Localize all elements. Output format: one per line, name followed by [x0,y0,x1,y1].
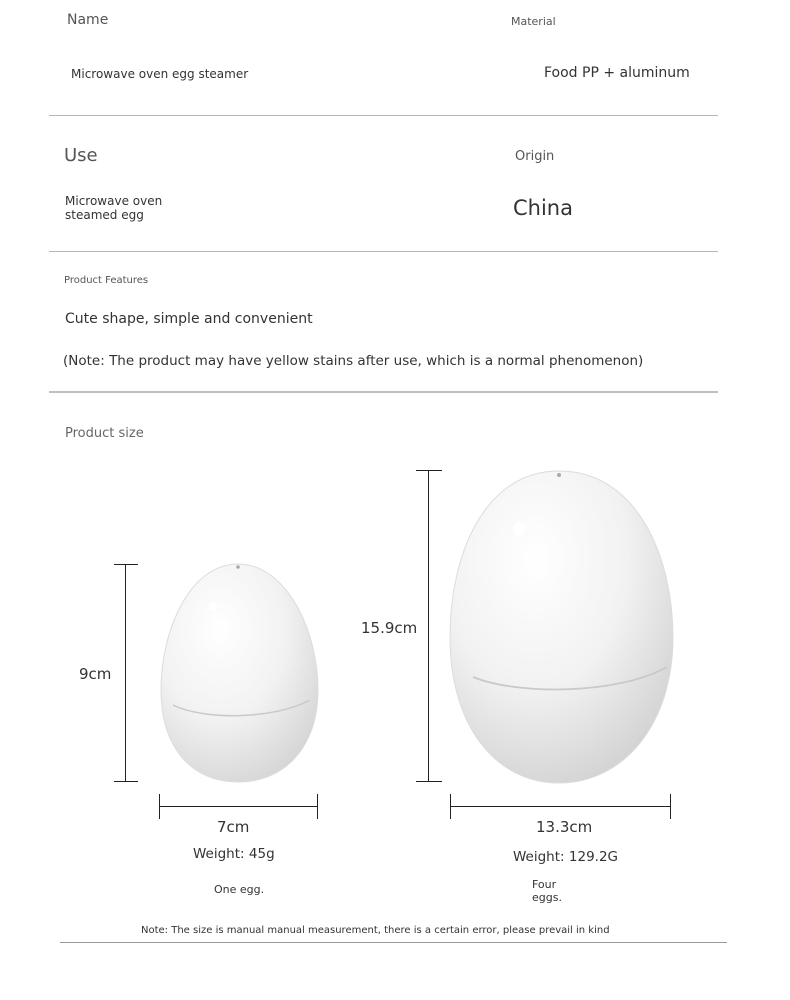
features-label: Product Features [64,275,149,286]
use-value-line1: Microwave oven [65,194,163,208]
use-value [65,194,162,222]
small-weight-value: 45g [248,846,275,862]
use-label: Use [64,145,98,166]
material-value: Food PP + aluminum [544,65,690,81]
divider [49,251,718,252]
large-capacity-line1: Four [532,878,557,891]
egg-steamer-large [447,467,677,787]
large-width-cap-left [450,794,451,819]
origin-label: Origin [515,149,555,164]
egg-steamer-small [158,560,320,786]
large-height-label: 15.9cm [361,619,418,637]
divider [49,115,718,116]
small-width-cap-right [317,794,318,819]
small-height-label: 9cm [79,665,112,683]
small-height-cap-bottom [114,781,138,782]
features-note: (Note: The product may have yellow stains after use, which is a normal phenomenon) [63,353,644,369]
large-height-cap-bottom [416,781,442,782]
small-width-cap-left [159,794,160,819]
small-capacity: One egg. [214,883,265,896]
use-value-line2: steamed egg [65,208,144,222]
origin-value: China [513,196,573,220]
large-width-cap-right [670,794,671,819]
small-width-line [159,806,317,807]
large-weight-value: 129.2G [568,849,618,865]
features-text: Cute shape, simple and convenient [65,311,313,327]
divider [49,391,718,393]
size-note: Note: The size is manual manual measurement, there is a certain error, please prevail in kind [141,925,610,936]
large-weight-label: Weight: [513,849,565,865]
name-value: Microwave oven egg steamer [71,67,249,81]
small-height-cap-top [114,564,138,565]
large-width-label: 13.3cm [536,818,593,836]
small-width-label: 7cm [217,818,250,836]
small-weight [193,846,275,862]
size-label: Product size [65,426,144,441]
small-height-line [125,564,126,782]
large-width-line [450,806,671,807]
divider [60,942,727,943]
large-height-cap-top [416,470,442,471]
large-height-line [428,470,429,782]
material-label: Material [511,15,556,28]
large-capacity [532,878,562,904]
large-capacity-line2: eggs. [532,891,562,904]
large-weight [513,849,618,865]
name-label: Name [67,12,109,28]
small-weight-label: Weight: [193,846,245,862]
